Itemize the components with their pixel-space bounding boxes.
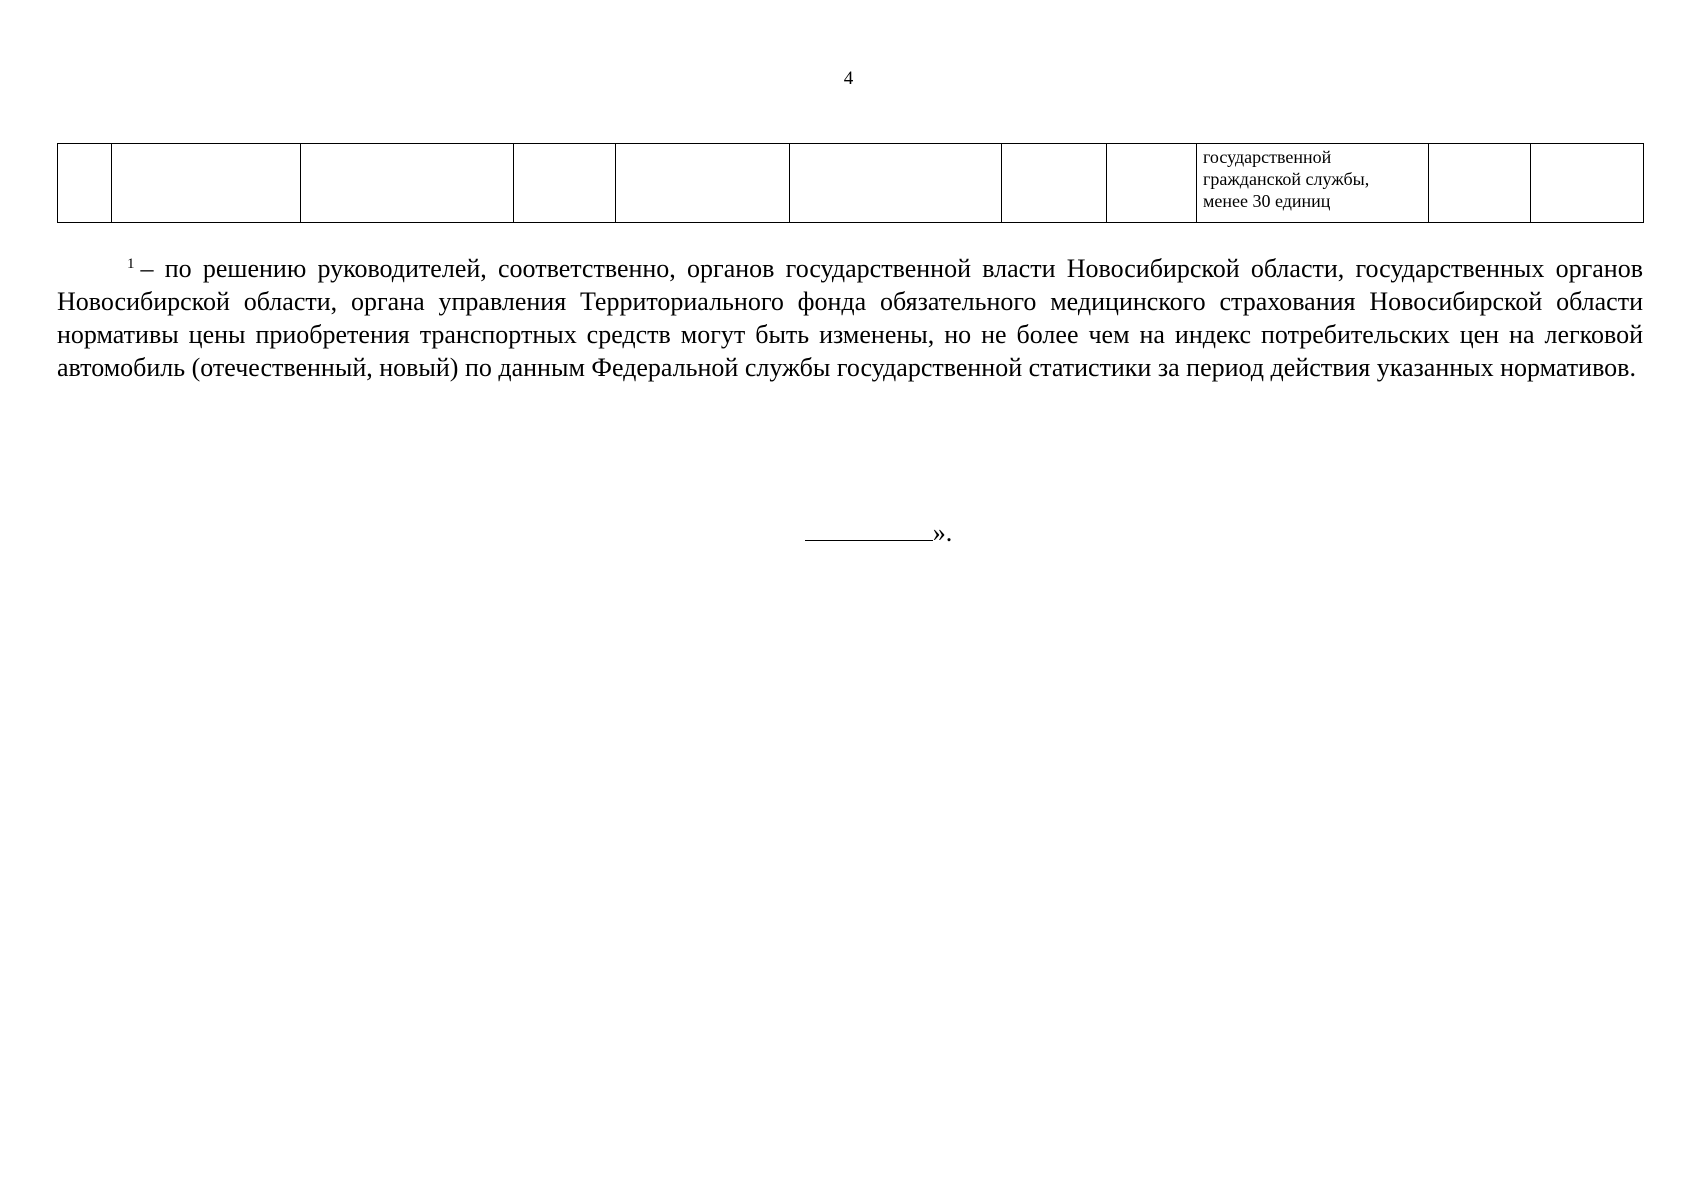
footnote-text: – по решению руководителей, соответственно, органов государственной власти Новосибирской области, государственных органов Новосибирской области, органа управления Территориального фонда обязательного медицинского страхования Новосибирской области нормативы цены приобретения транспортных средств могут быть изменены, но не более чем на индекс потребительских цен на легковой автомобиль (отечественный, новый) по данным Федеральной службы государственной статистики за период действия указанных нормативов.: [57, 254, 1643, 382]
table-cell-2: [112, 144, 301, 223]
footnote-paragraph: [57, 252, 1643, 384]
footnote-marker: 1: [127, 256, 135, 272]
table-cell-6: [790, 144, 1002, 223]
table-cell-4: [514, 144, 616, 223]
closing-mark: [0, 516, 1697, 548]
table-cell-7: [1002, 144, 1107, 223]
table-cell-5: [616, 144, 790, 223]
norms-table-continuation: [57, 143, 1643, 223]
closing-quote: ».: [932, 518, 953, 547]
norms-table: [57, 143, 1644, 223]
table-cell-9: государственной гражданской службы, менее 30 единиц: [1197, 144, 1429, 223]
table-cell-1: [58, 144, 112, 223]
closing-rule: [805, 516, 933, 541]
table-cell-8: [1107, 144, 1197, 223]
table-cell-11: [1531, 144, 1644, 223]
table-cell-10: [1429, 144, 1531, 223]
table-cell-3: [301, 144, 514, 223]
table-row: [58, 144, 1644, 223]
page-number: 4: [843, 68, 854, 89]
